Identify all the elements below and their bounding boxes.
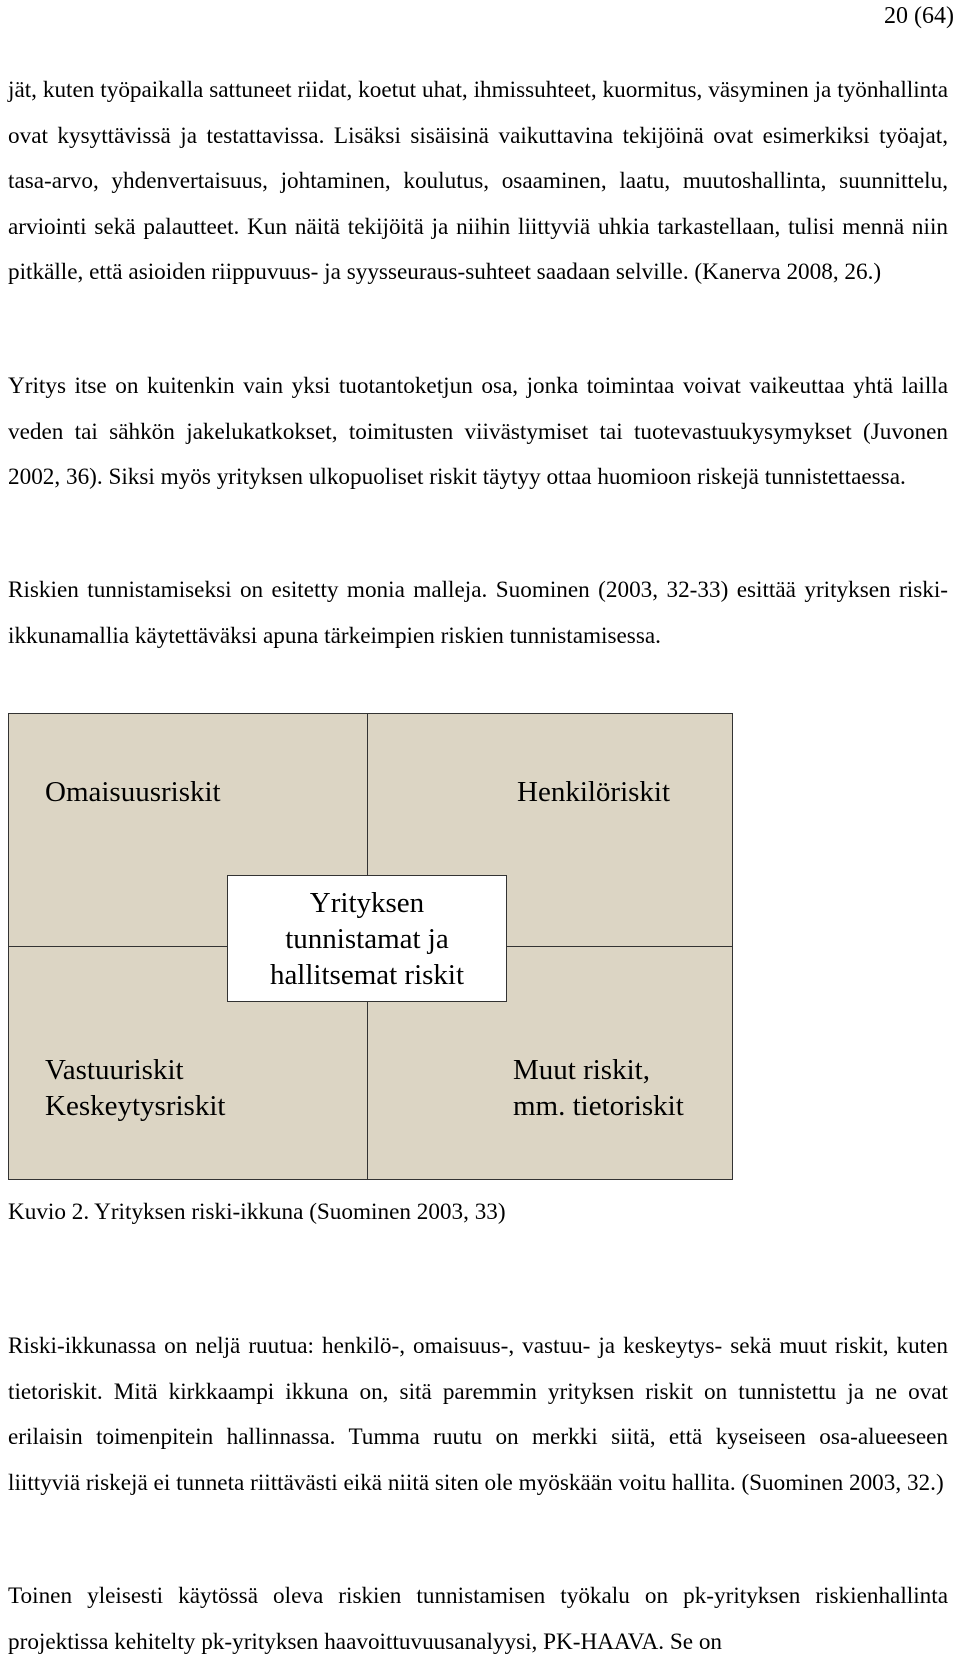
- quadrant-label-line: Muut riskit,: [513, 1054, 650, 1086]
- page-number: 20 (64): [884, 3, 954, 29]
- quadrant-property-risks: Omaisuusriskit: [45, 776, 221, 808]
- quadrant-label-line: mm. tietoriskit: [513, 1090, 684, 1122]
- quadrant-label-line: Vastuuriskit: [45, 1054, 184, 1086]
- center-label: [270, 885, 464, 993]
- body-paragraph: Riski-ikkunassa on neljä ruutua: henkilö-, omaisuus-, vastuu- ja keskeytys- sekä muut riskit, kuten tietoriskit. Mitä kirkkaampi ikkuna on, sitä paremmin yrityksen riskit on tunnistettu ja ne ovat erilaisin toimenpitein hallinnassa. Tumma ruutu on merkki siitä, että kyseiseen osa-alueeseen liittyviä riskejä ei tunneta riittävästi eikä niitä siten ole myöskään voitu hallita. (Suominen 2003, 32.): [8, 1333, 948, 1496]
- body-paragraph: Yritys itse on kuitenkin vain yksi tuotantoketjun osa, jonka toimintaa voivat vaikeuttaa yhtä lailla veden tai sähkön jakelukatkokset, toimitusten viivästymiset tai tuotevastuukysymykset (Juvonen 2002, 36). Siksi myös yrityksen ulkopuoliset riskit täytyy ottaa huomioon riskejä tunnistettaessa.: [8, 373, 948, 491]
- body-paragraph: jät, kuten työpaikalla sattuneet riidat, koetut uhat, ihmissuhteet, kuormitus, väsyminen ja työnhallinta ovat kysyttävissä ja testattavissa. Lisäksi sisäisinä vaikuttavina tekijöinä ovat esimerkiksi työajat, tasa-arvo, yhdenvertaisuus, johtaminen, koulutus, osaaminen, laatu, muutoshallinta, suunnittelu, arviointi sekä palautteet. Kun näitä tekijöitä ja niihin liittyviä uhkia tarkastellaan, tulisi mennä niin pitkälle, että asioiden riippuvuus- ja syysseuraus-suhteet saadaan selville. (Kanerva 2008, 26.): [8, 77, 948, 286]
- figure-caption: Kuvio 2. Yrityksen riski-ikkuna (Suominen 2003, 33): [8, 1199, 506, 1225]
- body-paragraph: Toinen yleisesti käytössä oleva riskien tunnistamisen työkalu on pk-yrityksen riskienhallinta projektissa kehitelty pk-yrityksen haavoittuvuusanalyysi, PK-HAAVA. Se on: [8, 1583, 948, 1655]
- quadrant-other-risks: [513, 1052, 684, 1124]
- risk-window-figure: [8, 713, 733, 1180]
- center-label-line: Yrityksen: [309, 886, 425, 919]
- quadrant-liability-interruption-risks: [45, 1052, 225, 1124]
- center-label-line: hallitsemat riskit: [269, 958, 465, 991]
- body-paragraph: Riskien tunnistamiseksi on esitetty monia malleja. Suominen (2003, 32-33) esittää yrityksen riski-ikkunamallia käytettäväksi apuna tärkeimpien riskien tunnistamisessa.: [8, 577, 948, 649]
- quadrant-label-line: Keskeytysriskit: [45, 1090, 226, 1122]
- center-identified-risks-box: [227, 875, 507, 1002]
- quadrant-personnel-risks: Henkilöriskit: [517, 776, 671, 808]
- center-label-line: tunnistamat ja: [285, 922, 449, 955]
